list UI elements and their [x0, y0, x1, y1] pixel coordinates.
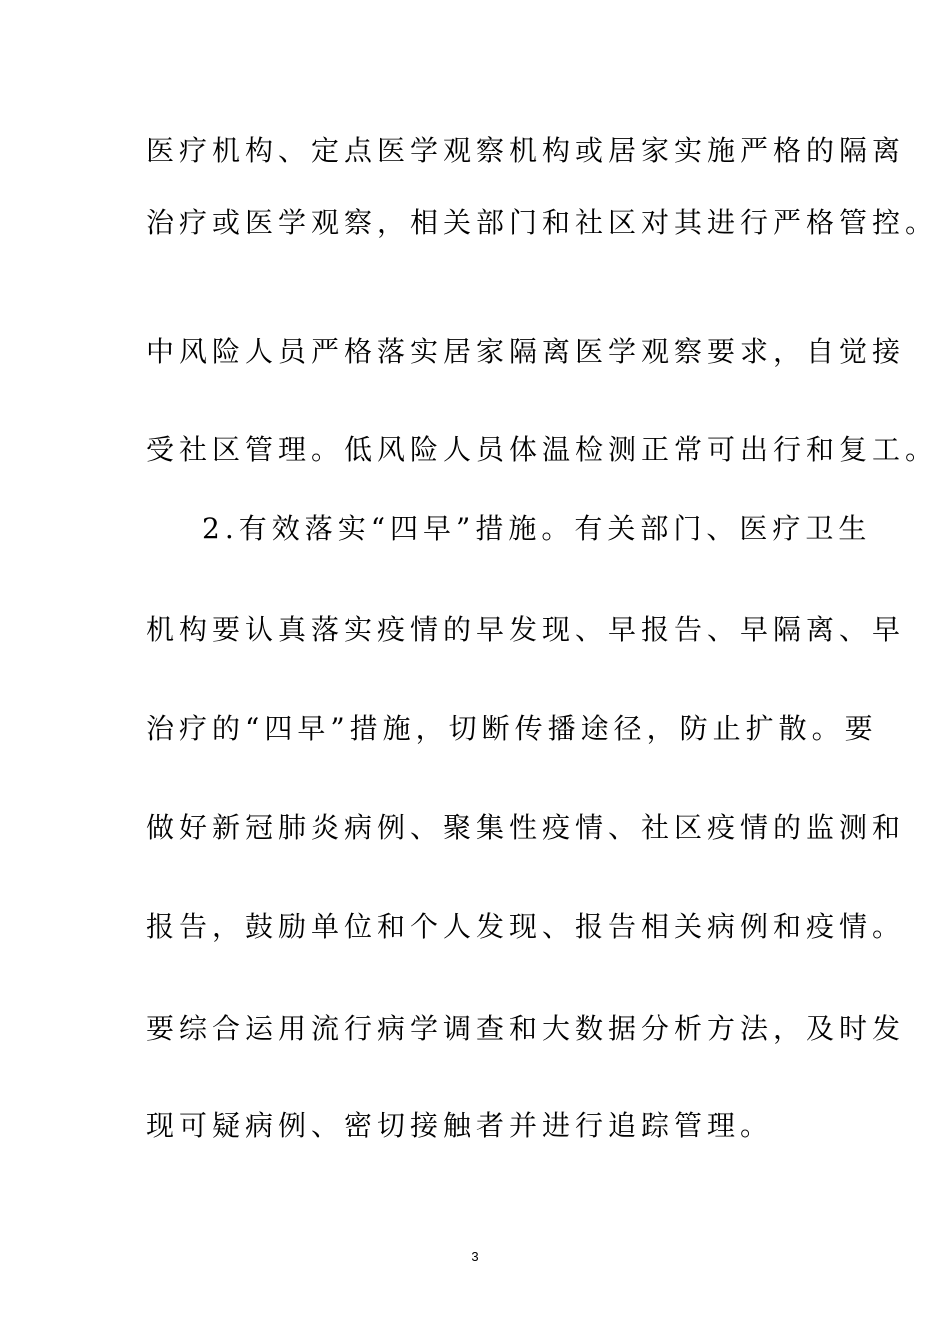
text-line-paragraph-start: 2.有效落实“四早”措施。有关部门、医疗卫生 [202, 512, 872, 545]
text-line: 机构要认真落实疫情的早发现、早报告、早隔离、早 [146, 613, 906, 646]
text-line: 中风险人员严格落实居家隔离医学观察要求，自觉接 [146, 335, 906, 368]
text-line: 受社区管理。低风险人员体温检测正常可出行和复工。 [146, 433, 939, 466]
text-line: 做好新冠肺炎病例、聚集性疫情、社区疫情的监测和 [146, 811, 906, 844]
text-line: 报告，鼓励单位和个人发现、报告相关病例和疫情。 [146, 910, 906, 943]
text-line: 现可疑病例、密切接触者并进行追踪管理。 [146, 1109, 774, 1142]
text-line: 要综合运用流行病学调查和大数据分析方法，及时发 [146, 1012, 906, 1045]
text-line: 医疗机构、定点医学观察机构或居家实施严格的隔离 [146, 134, 906, 167]
text-line: 治疗的“四早”措施，切断传播途径，防止扩散。要 [146, 712, 878, 745]
text-line: 治疗或医学观察，相关部门和社区对其进行严格管控。 [146, 206, 939, 239]
page-number: 3 [471, 1249, 479, 1264]
